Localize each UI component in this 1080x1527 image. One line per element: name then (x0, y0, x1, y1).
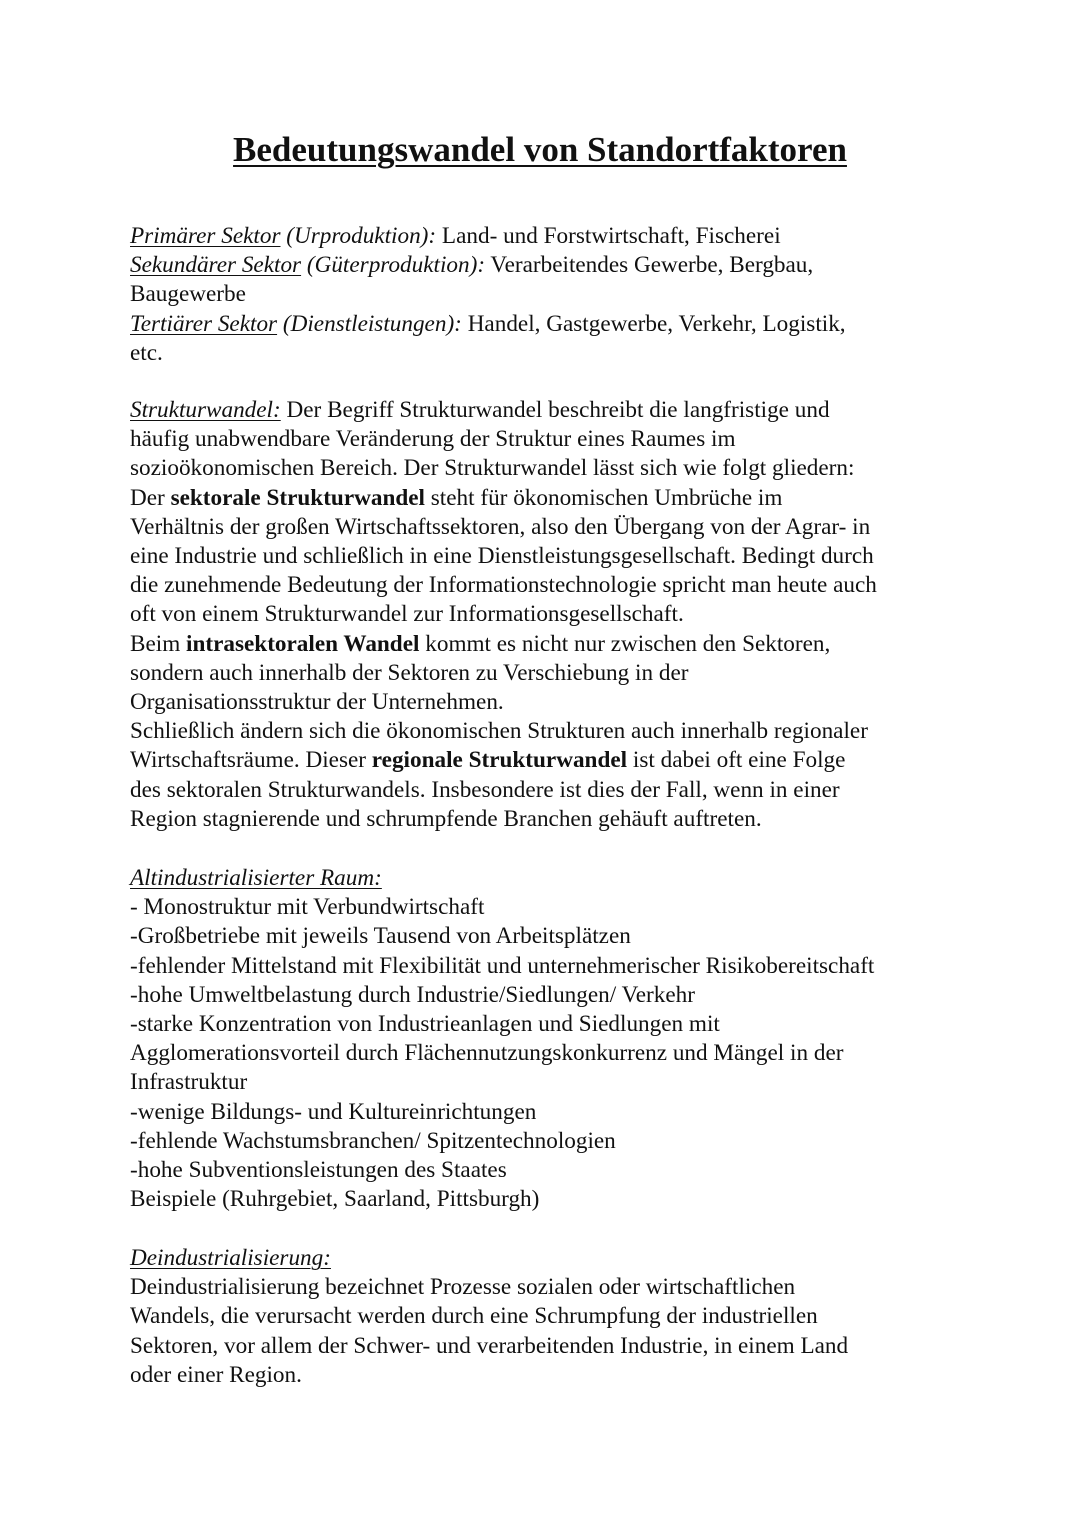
old-industrial-item: -fehlender Mittelstand mit Flexibilität und unternehmerischer Risikobereitschaft (130, 952, 875, 979)
old-industrial-item: -wenige Bildungs- und Kultureinrichtungen (130, 1098, 537, 1125)
deindustrialisation-section (130, 1244, 960, 1390)
structural-line-8: oft von einem Strukturwandel zur Informationsgesellschaft. (130, 601, 684, 628)
old-industrial-item: -starke Konzentration von Industrieanlagen und Siedlungen mit (130, 1011, 720, 1038)
old-industrial-item: -hohe Subventionsleistungen des Staates (130, 1157, 507, 1184)
term-regional-change: regionale Strukturwandel (371, 747, 628, 774)
secondary-sector-line (130, 251, 960, 280)
structural-line-4-pre: Der (130, 484, 171, 511)
structural-line-10: sondern auch innerhalb der Sektoren zu Verschiebung in der (130, 659, 689, 686)
page-title-text: Bedeutungswandel von Standortfaktoren (233, 130, 847, 169)
tertiary-sector-term: Tertiärer Sektor (130, 310, 278, 337)
structural-line-5: Verhältnis der großen Wirtschaftssektoren, also den Übergang von der Agrar- in (130, 513, 871, 540)
deindustrialisation-line: Deindustrialisierung bezeichnet Prozesse sozialen oder wirtschaftlichen (130, 1274, 796, 1301)
structural-line-4-post: steht für ökonomischen Umbrüche im (424, 484, 783, 511)
structural-line-12: Schließlich ändern sich die ökonomischen Strukturen auch innerhalb regionaler (130, 718, 868, 745)
primary-sector-text: Land- und Forstwirtschaft, Fischerei (436, 223, 781, 249)
secondary-sector-text: Verarbeitendes Gewerbe, Bergbau, (485, 252, 814, 279)
structural-line-9-post: kommt es nicht nur zwischen den Sektoren, (419, 630, 831, 657)
structural-line-13-post: ist dabei oft eine Folge (627, 747, 846, 774)
deindustrialisation-line: Wandels, die verursacht werden durch eine Schrumpfung der industriellen (130, 1303, 818, 1330)
term-intrasectoral-change: intrasektoralen Wandel (186, 630, 420, 657)
old-industrial-item: Agglomerationsvorteil durch Flächennutzungskonkurrenz und Mängel in der (130, 1040, 844, 1067)
structural-line-15: Region stagnierende und schrumpfende Branchen gehäuft auftreten. (130, 805, 762, 832)
old-industrial-item: Infrastruktur (130, 1069, 248, 1096)
term-sectoral-change: sektorale Strukturwandel (170, 484, 425, 511)
primary-sector-line (130, 222, 960, 251)
structural-line-13 (130, 746, 960, 775)
secondary-sector-line-2: Baugewerbe (130, 281, 246, 308)
primary-sector-term: Primärer Sektor (130, 223, 281, 249)
structural-line-14: des sektoralen Strukturwandels. Insbesondere ist dies der Fall, wenn in einer (130, 776, 840, 803)
structural-line-13-pre: Wirtschaftsräume. Dieser (130, 747, 372, 774)
old-industrial-item: -Großbetriebe mit jeweils Tausend von Arbeitsplätzen (130, 923, 631, 950)
primary-sector-paren: (Urproduktion): (280, 223, 437, 249)
sectors-section (130, 222, 960, 368)
tertiary-sector-text: Handel, Gastgewerbe, Verkehr, Logistik, (461, 310, 846, 337)
secondary-sector-paren: (Güterproduktion): (301, 252, 486, 279)
structural-line-1-text: Der Begriff Strukturwandel beschreibt die langfristige und (280, 397, 830, 423)
page-title (0, 128, 1080, 172)
structural-change-section (130, 396, 960, 834)
structural-line-9 (130, 630, 960, 659)
deindustrialisation-line: Sektoren, vor allem der Schwer- und verarbeitenden Industrie, in einem Land (130, 1332, 849, 1359)
structural-line-1 (130, 396, 960, 425)
structural-line-4 (130, 484, 960, 513)
structural-line-7: die zunehmende Bedeutung der Informationstechnologie spricht man heute auch (130, 572, 877, 599)
secondary-sector-term: Sekundärer Sektor (130, 252, 302, 279)
deindustrialisation-heading: Deindustrialisierung: (130, 1245, 331, 1271)
old-industrial-item: - Monostruktur mit Verbundwirtschaft (130, 894, 485, 921)
old-industrial-heading: Altindustrialisierter Raum: (130, 865, 382, 891)
structural-line-11: Organisationsstruktur der Unternehmen. (130, 689, 504, 716)
structural-line-3: sozioökonomischen Bereich. Der Strukturwandel lässt sich wie folgt gliedern: (130, 455, 855, 482)
tertiary-sector-line (130, 310, 960, 339)
deindustrialisation-line: oder einer Region. (130, 1361, 302, 1388)
tertiary-sector-paren: (Dienstleistungen): (277, 310, 462, 337)
structural-change-heading: Strukturwandel: (130, 397, 281, 423)
old-industrial-item: -fehlende Wachstumsbranchen/ Spitzentechnologien (130, 1127, 616, 1154)
structural-line-2: häufig unabwendbare Veränderung der Struktur eines Raumes im (130, 426, 736, 453)
old-industrial-item: -hohe Umweltbelastung durch Industrie/Siedlungen/ Verkehr (130, 981, 695, 1008)
tertiary-sector-line-2: etc. (130, 339, 163, 366)
structural-line-6: eine Industrie und schließlich in eine Dienstleistungsgesellschaft. Bedingt durch (130, 543, 874, 570)
old-industrial-section (130, 864, 960, 1214)
structural-line-9-pre: Beim (130, 630, 187, 657)
old-industrial-examples: Beispiele (Ruhrgebiet, Saarland, Pittsburgh) (130, 1186, 540, 1213)
